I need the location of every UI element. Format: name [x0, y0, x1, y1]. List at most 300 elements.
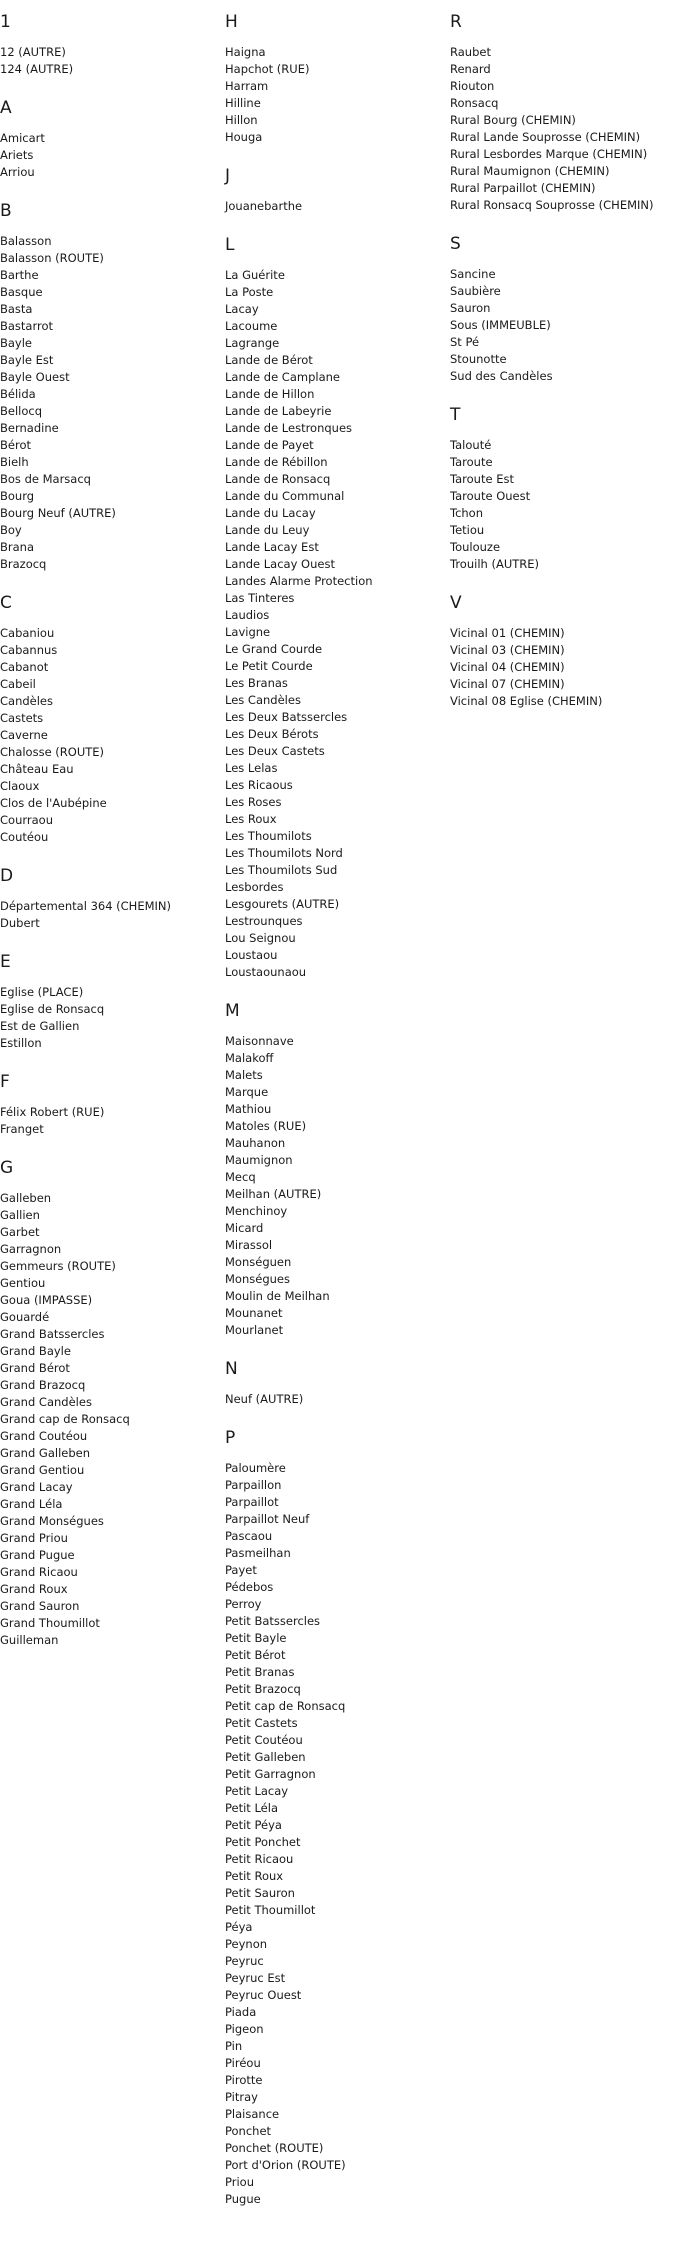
street-link[interactable]: Bayle Ouest [0, 370, 70, 384]
street-list-item [225, 2004, 440, 2021]
street-list-item [0, 471, 215, 488]
street-link[interactable]: Petit Lacay [225, 1784, 289, 1798]
street-link[interactable]: 124 (AUTRE) [0, 62, 74, 76]
street-list-item [0, 1513, 215, 1530]
street-list-item [225, 2021, 440, 2038]
street-list-item [0, 829, 215, 846]
street-link[interactable]: Jouanebarthe [225, 199, 303, 213]
street-link[interactable]: Malakoff [225, 1051, 274, 1065]
street-link[interactable]: Rural Bourg (CHEMIN) [450, 113, 576, 127]
street-link[interactable]: Parpaillot Neuf [225, 1512, 310, 1526]
street-list-item [450, 44, 665, 61]
street-link[interactable]: Bérot [0, 438, 31, 452]
street-link[interactable]: Petit Castets [225, 1716, 298, 1730]
street-link[interactable]: Saubière [450, 284, 501, 298]
street-list-item [225, 1919, 440, 1936]
street-link[interactable]: Tetiou [450, 523, 485, 537]
street-link[interactable]: Grand Priou [0, 1531, 68, 1545]
street-link[interactable]: Lou Seignou [225, 931, 296, 945]
street-list [225, 44, 440, 146]
street-link[interactable]: Les Thoumilots Nord [225, 846, 343, 860]
street-link[interactable]: 12 (AUTRE) [0, 45, 66, 59]
street-link[interactable]: Petit Péya [225, 1818, 282, 1832]
street-link[interactable]: Grand Ricaou [0, 1565, 78, 1579]
letter-section [0, 1070, 215, 1138]
street-link[interactable]: Pédebos [225, 1580, 274, 1594]
street-link[interactable]: Chalosse (ROUTE) [0, 745, 105, 759]
street-link[interactable]: Lande de Lestronques [225, 421, 353, 435]
street-link[interactable]: Les Thoumilots Sud [225, 863, 338, 877]
street-list-item [225, 522, 440, 539]
street-link[interactable]: Balasson [0, 234, 52, 248]
street-list-item [225, 607, 440, 624]
street-link[interactable]: Candèles [0, 694, 54, 708]
street-link[interactable]: Marque [225, 1085, 269, 1099]
street-link[interactable]: Menchinoy [225, 1204, 288, 1218]
street-link[interactable]: Guilleman [0, 1633, 59, 1647]
street-link[interactable]: Les Branas [225, 676, 288, 690]
street-link[interactable]: Paloumère [225, 1461, 286, 1475]
street-link[interactable]: Piada [225, 2005, 257, 2019]
street-link[interactable]: Clos de l'Aubépine [0, 796, 107, 810]
street-link[interactable]: Barthe [0, 268, 39, 282]
street-link[interactable]: Caverne [0, 728, 48, 742]
street-list-item [225, 1936, 440, 1953]
street-link[interactable]: Bellocq [0, 404, 43, 418]
street-link[interactable]: Plaisance [225, 2107, 280, 2121]
street-link[interactable]: Sancine [450, 267, 496, 281]
street-list-item [450, 283, 665, 300]
street-link[interactable]: Trouilh (AUTRE) [450, 557, 540, 571]
street-link[interactable]: Stounotte [450, 352, 507, 366]
street-link[interactable]: Le Petit Courde [225, 659, 313, 673]
street-link[interactable]: Grand Coutéou [0, 1429, 88, 1443]
street-link[interactable]: Peyruc Ouest [225, 1988, 302, 2002]
street-link[interactable]: Lavigne [225, 625, 271, 639]
street-link[interactable]: Cabanot [0, 660, 49, 674]
street-list-item [225, 1494, 440, 1511]
street-link[interactable]: Hillon [225, 113, 258, 127]
street-link[interactable]: Estillon [0, 1036, 42, 1050]
street-link[interactable]: La Poste [225, 285, 274, 299]
street-list-item [225, 1885, 440, 1902]
street-list-item [225, 61, 440, 78]
street-link[interactable]: Pin [225, 2039, 243, 2053]
street-list-item [0, 505, 215, 522]
street-link[interactable]: Ponchet (ROUTE) [225, 2141, 324, 2155]
section-letter-heading: R [450, 12, 462, 32]
street-link[interactable]: Grand Candèles [0, 1395, 92, 1409]
street-link[interactable]: Péya [225, 1920, 253, 1934]
street-list-item [450, 180, 665, 197]
street-list-item [225, 335, 440, 352]
street-list-item [225, 1118, 440, 1135]
street-list [225, 267, 440, 981]
street-link[interactable]: Talouté [450, 438, 492, 452]
street-link[interactable]: Peyruc [225, 1954, 264, 1968]
street-link[interactable]: Cabannus [0, 643, 58, 657]
street-list-item [225, 1970, 440, 1987]
street-link[interactable]: Petit Batssercles [225, 1614, 321, 1628]
street-list-item [225, 1630, 440, 1647]
street-link[interactable]: Bastarrot [0, 319, 54, 333]
street-link[interactable]: Rural Parpaillot (CHEMIN) [450, 181, 596, 195]
street-link[interactable]: Raubet [450, 45, 491, 59]
street-link[interactable]: Garragnon [0, 1242, 62, 1256]
street-link[interactable]: Loustaounaou [225, 965, 307, 979]
street-link[interactable]: Lande de Labeyrie [225, 404, 332, 418]
street-list-item [225, 1698, 440, 1715]
street-link[interactable]: Gouardé [0, 1310, 50, 1324]
street-list-item [225, 1868, 440, 1885]
street-list-item [225, 2089, 440, 2106]
street-link[interactable]: Lande du Communal [225, 489, 345, 503]
street-link[interactable]: Cabeil [0, 677, 36, 691]
street-list-item [225, 1186, 440, 1203]
street-list-item [225, 369, 440, 386]
street-list-item [450, 522, 665, 539]
street-list-item [225, 1562, 440, 1579]
street-link[interactable]: Les Roux [225, 812, 277, 826]
street-link[interactable]: Rural Maumignon (CHEMIN) [450, 164, 610, 178]
street-link[interactable]: Petit Branas [225, 1665, 295, 1679]
street-link[interactable]: Grand Pugue [0, 1548, 75, 1562]
street-link[interactable]: Château Eau [0, 762, 74, 776]
street-link[interactable]: Sud des Candèles [450, 369, 553, 383]
street-link[interactable]: Vicinal 07 (CHEMIN) [450, 677, 565, 691]
street-link[interactable]: Taroute Est [450, 472, 514, 486]
street-link[interactable]: Garbet [0, 1225, 40, 1239]
street-link[interactable]: Mecq [225, 1170, 256, 1184]
street-list-item [450, 368, 665, 385]
street-link[interactable]: Grand Roux [0, 1582, 68, 1596]
street-link[interactable]: Mirassol [225, 1238, 273, 1252]
street-list-item [225, 1681, 440, 1698]
street-link[interactable]: Basta [0, 302, 33, 316]
street-link[interactable]: Parpaillon [225, 1478, 282, 1492]
street-link[interactable]: Petit Ponchet [225, 1835, 301, 1849]
street-link[interactable]: Arriou [0, 165, 35, 179]
street-link[interactable]: Maisonnave [225, 1034, 294, 1048]
street-link[interactable]: Bernadine [0, 421, 59, 435]
section-letter-heading: N [225, 1359, 238, 1379]
street-list-item [225, 1084, 440, 1101]
street-list-item [0, 44, 215, 61]
street-link[interactable]: Les Deux Castets [225, 744, 325, 758]
street-link[interactable]: Harram [225, 79, 269, 93]
street-list-item [450, 351, 665, 368]
street-link[interactable]: Rural Ronsacq Souprosse (CHEMIN) [450, 198, 654, 212]
street-link[interactable]: Les Thoumilots [225, 829, 312, 843]
street-list-item [0, 898, 215, 915]
street-link[interactable]: Ponchet [225, 2124, 272, 2138]
street-link[interactable]: Lande du Leuy [225, 523, 310, 537]
street-link[interactable]: Pitray [225, 2090, 258, 2104]
street-link[interactable]: Petit Brazocq [225, 1682, 301, 1696]
street-list-item [225, 964, 440, 981]
street-link[interactable]: Les Candèles [225, 693, 301, 707]
street-link[interactable]: Riouton [450, 79, 495, 93]
street-link[interactable]: Grand Brazocq [0, 1378, 86, 1392]
street-link[interactable]: Est de Gallien [0, 1019, 80, 1033]
street-list-item [225, 896, 440, 913]
street-link[interactable]: Renard [450, 62, 491, 76]
street-link[interactable]: Grand Bérot [0, 1361, 70, 1375]
street-link[interactable]: Petit Léla [225, 1801, 278, 1815]
street-link[interactable]: Hilline [225, 96, 261, 110]
street-link[interactable]: Ronsacq [450, 96, 499, 110]
street-list-item [0, 130, 215, 147]
street-link[interactable]: Landes Alarme Protection [225, 574, 373, 588]
street-link[interactable]: Lande de Hillon [225, 387, 315, 401]
street-link[interactable]: Lande de Payet [225, 438, 314, 452]
street-link[interactable]: Malets [225, 1068, 263, 1082]
street-link[interactable]: Basque [0, 285, 43, 299]
street-list-item [225, 2038, 440, 2055]
street-list-item [0, 1343, 215, 1360]
index-column-2 [225, 0, 440, 2226]
street-link[interactable]: Lacay [225, 302, 259, 316]
street-link[interactable]: Petit Bayle [225, 1631, 287, 1645]
street-link[interactable]: Perroy [225, 1597, 262, 1611]
street-link[interactable]: Las Tinteres [225, 591, 295, 605]
street-link[interactable]: Petit Ricaou [225, 1852, 294, 1866]
street-link[interactable]: Brazocq [0, 557, 47, 571]
street-link[interactable]: Taroute [450, 455, 493, 469]
street-list-item [225, 1477, 440, 1494]
street-list-item [225, 658, 440, 675]
street-link[interactable]: Petit Sauron [225, 1886, 295, 1900]
street-list-item [225, 95, 440, 112]
street-link[interactable]: Les Lelas [225, 761, 278, 775]
street-link[interactable]: Piréou [225, 2056, 261, 2070]
street-link[interactable]: Mauhanon [225, 1136, 286, 1150]
street-link[interactable]: Peynon [225, 1937, 268, 1951]
street-link[interactable]: Gentiou [0, 1276, 46, 1290]
street-link[interactable]: Matoles (RUE) [225, 1119, 307, 1133]
street-list [0, 898, 215, 932]
street-list-item [0, 1428, 215, 1445]
street-link[interactable]: Petit Garragnon [225, 1767, 316, 1781]
street-list-item [0, 642, 215, 659]
street-link[interactable]: Vicinal 01 (CHEMIN) [450, 626, 565, 640]
street-link[interactable]: Grand Batssercles [0, 1327, 105, 1341]
street-link[interactable]: Toulouze [450, 540, 501, 554]
street-link[interactable]: Départemental 364 (CHEMIN) [0, 899, 172, 913]
street-link[interactable]: Petit Thoumillot [225, 1903, 316, 1917]
street-list-item [225, 1664, 440, 1681]
street-link[interactable]: Eglise de Ronsacq [0, 1002, 105, 1016]
street-link[interactable]: Les Roses [225, 795, 282, 809]
street-link[interactable]: Boy [0, 523, 22, 537]
street-link[interactable]: Lande Lacay Est [225, 540, 319, 554]
street-link[interactable]: Pigeon [225, 2022, 264, 2036]
street-link[interactable]: Grand Sauron [0, 1599, 80, 1613]
street-list [225, 1033, 440, 1339]
street-link[interactable]: Lesgourets (AUTRE) [225, 897, 340, 911]
street-link[interactable]: Monséguen [225, 1255, 292, 1269]
street-link[interactable]: Lestrounques [225, 914, 303, 928]
street-link[interactable]: Gallien [0, 1208, 40, 1222]
street-link[interactable]: Claoux [0, 779, 40, 793]
street-link[interactable]: Grand Bayle [0, 1344, 71, 1358]
street-link[interactable]: Brana [0, 540, 35, 554]
street-link[interactable]: Micard [225, 1221, 264, 1235]
street-list-item [0, 233, 215, 250]
street-link[interactable]: Taroute Ouest [450, 489, 531, 503]
street-link[interactable]: Ariets [0, 148, 34, 162]
street-link[interactable]: Les Deux Batssercles [225, 710, 348, 724]
street-list-item [0, 539, 215, 556]
street-list-item [0, 403, 215, 420]
letter-section [225, 10, 440, 146]
street-link[interactable]: Petit Bérot [225, 1648, 286, 1662]
street-link[interactable]: Rural Lesbordes Marque (CHEMIN) [450, 147, 648, 161]
street-link[interactable]: Mounanet [225, 1306, 283, 1320]
street-link[interactable]: Lande de Bérot [225, 353, 313, 367]
street-link[interactable]: Bielh [0, 455, 29, 469]
street-list-item [225, 2191, 440, 2208]
street-link[interactable]: Bélida [0, 387, 36, 401]
street-link[interactable]: Vicinal 03 (CHEMIN) [450, 643, 565, 657]
street-list-item [0, 915, 215, 932]
street-list-item [225, 794, 440, 811]
street-link[interactable]: Grand Thoumillot [0, 1616, 100, 1630]
street-link[interactable]: Hapchot (RUE) [225, 62, 310, 76]
street-link[interactable]: Grand Monségues [0, 1514, 104, 1528]
street-list-item [225, 913, 440, 930]
street-link[interactable]: Pirotte [225, 2073, 263, 2087]
street-link[interactable]: Rural Lande Souprosse (CHEMIN) [450, 130, 641, 144]
street-link[interactable]: Lesbordes [225, 880, 284, 894]
street-link[interactable]: Haigna [225, 45, 266, 59]
street-link[interactable]: La Guérite [225, 268, 285, 282]
street-link[interactable]: Grand Lacay [0, 1480, 73, 1494]
street-link[interactable]: Grand Gentiou [0, 1463, 85, 1477]
letter-section [0, 1156, 215, 1649]
street-link[interactable]: Gemmeurs (ROUTE) [0, 1259, 116, 1273]
street-link[interactable]: Maumignon [225, 1153, 293, 1167]
street-list-item [225, 301, 440, 318]
street-link[interactable]: Balasson (ROUTE) [0, 251, 104, 265]
street-list-item [225, 2072, 440, 2089]
street-list-item [0, 1496, 215, 1513]
street-link[interactable]: Galleben [0, 1191, 52, 1205]
street-list-item [450, 197, 665, 214]
street-link[interactable]: Houga [225, 130, 263, 144]
street-list-item [450, 625, 665, 642]
street-list-item [225, 1817, 440, 1834]
street-link[interactable]: Petit Roux [225, 1869, 284, 1883]
street-link[interactable]: Sous (IMMEUBLE) [450, 318, 551, 332]
street-list-item [225, 1288, 440, 1305]
street-link[interactable]: Lande du Lacay [225, 506, 316, 520]
street-link[interactable]: Cabaniou [0, 626, 55, 640]
street-link[interactable]: Meilhan (AUTRE) [225, 1187, 322, 1201]
street-link[interactable]: Les Deux Bérots [225, 727, 319, 741]
street-link[interactable]: Lande de Rébillon [225, 455, 328, 469]
street-list-item [225, 1528, 440, 1545]
street-link[interactable]: Port d'Orion (ROUTE) [225, 2158, 346, 2172]
street-link[interactable]: Castets [0, 711, 44, 725]
street-link[interactable]: Grand Léla [0, 1497, 63, 1511]
street-link[interactable]: Dubert [0, 916, 40, 930]
street-link[interactable]: Moulin de Meilhan [225, 1289, 330, 1303]
street-link[interactable]: Petit Galleben [225, 1750, 306, 1764]
section-letter-heading: S [450, 234, 461, 254]
street-link[interactable]: Loustaou [225, 948, 278, 962]
street-link[interactable]: Franget [0, 1122, 44, 1136]
street-link[interactable]: Sauron [450, 301, 491, 315]
street-link[interactable]: Grand cap de Ronsacq [0, 1412, 130, 1426]
street-link[interactable]: Goua (IMPASSE) [0, 1293, 93, 1307]
street-link[interactable]: Lagrange [225, 336, 280, 350]
street-link[interactable]: Pascaou [225, 1529, 273, 1543]
street-link[interactable]: Les Ricaous [225, 778, 293, 792]
street-link[interactable]: Mourlanet [225, 1323, 284, 1337]
street-list-item [0, 1309, 215, 1326]
street-list-item [225, 777, 440, 794]
street-link[interactable]: Courraou [0, 813, 53, 827]
street-list-item [225, 556, 440, 573]
street-link[interactable]: Le Grand Courde [225, 642, 323, 656]
street-link[interactable]: Parpaillot [225, 1495, 279, 1509]
street-link[interactable]: Eglise (PLACE) [0, 985, 84, 999]
street-link[interactable]: Lande de Camplane [225, 370, 340, 384]
street-link[interactable]: Coutéou [0, 830, 49, 844]
street-link[interactable]: Priou [225, 2175, 254, 2189]
street-link[interactable]: Félix Robert (RUE) [0, 1105, 105, 1119]
street-link[interactable]: Pasmeilhan [225, 1546, 291, 1560]
street-link[interactable]: Pugue [225, 2192, 261, 2206]
street-link[interactable]: Tchon [450, 506, 484, 520]
street-list-item [225, 318, 440, 335]
street-list-item [450, 556, 665, 573]
street-link[interactable]: Lacoume [225, 319, 278, 333]
street-link[interactable]: Bayle Est [0, 353, 54, 367]
street-link[interactable]: Laudios [225, 608, 270, 622]
street-link[interactable]: Bos de Marsacq [0, 472, 91, 486]
street-link[interactable]: Amicart [0, 131, 45, 145]
street-link[interactable]: Payet [225, 1563, 257, 1577]
street-link[interactable]: Mathiou [225, 1102, 272, 1116]
section-letter-heading: A [0, 98, 12, 118]
section-letter-heading: T [450, 405, 461, 425]
street-list-item [0, 693, 215, 710]
street-link[interactable]: Neuf (AUTRE) [225, 1392, 304, 1406]
street-list-item [450, 659, 665, 676]
street-list-item [225, 1732, 440, 1749]
street-link[interactable]: Petit cap de Ronsacq [225, 1699, 346, 1713]
street-list-item [225, 352, 440, 369]
street-link[interactable]: Lande Lacay Ouest [225, 557, 335, 571]
street-link[interactable]: Bourg [0, 489, 35, 503]
street-link[interactable]: Grand Galleben [0, 1446, 91, 1460]
street-link[interactable]: Lande de Ronsacq [225, 472, 331, 486]
street-list-item [0, 318, 215, 335]
street-link[interactable]: Peyruc Est [225, 1971, 286, 1985]
street-list-item [225, 845, 440, 862]
street-list-item [0, 267, 215, 284]
street-link[interactable]: Bayle [0, 336, 33, 350]
street-link[interactable]: Monségues [225, 1272, 290, 1286]
street-list-item [450, 539, 665, 556]
street-link[interactable]: Vicinal 04 (CHEMIN) [450, 660, 565, 674]
street-link[interactable]: St Pé [450, 335, 480, 349]
street-link[interactable]: Bourg Neuf (AUTRE) [0, 506, 116, 520]
street-link[interactable]: Vicinal 08 Eglise (CHEMIN) [450, 694, 603, 708]
street-link[interactable]: Petit Coutéou [225, 1733, 303, 1747]
